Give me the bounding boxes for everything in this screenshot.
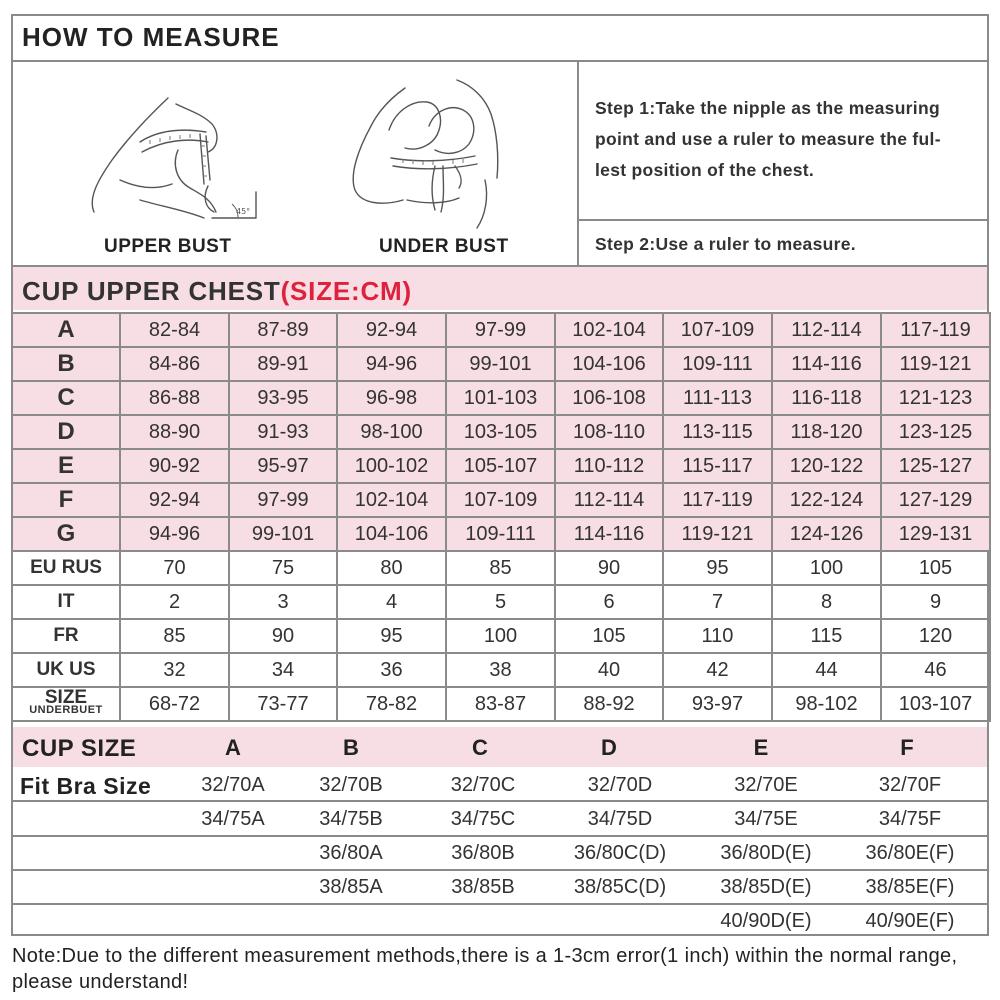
divider	[11, 903, 989, 905]
table-row	[12, 415, 990, 449]
table-cell: 129-131	[881, 517, 990, 551]
table-row	[12, 313, 990, 347]
table-cell: 85	[446, 551, 555, 585]
table-cell: 117-119	[663, 483, 772, 517]
table-cell: 73-77	[229, 687, 337, 721]
angle-label: 45°	[236, 207, 251, 216]
table-cell: 46	[881, 653, 990, 687]
under-bust-label: UNDER BUST	[379, 236, 509, 257]
table-cell: 90	[555, 551, 663, 585]
cup-letter: D	[601, 735, 617, 760]
table-cell: 114-116	[772, 347, 881, 381]
fit-size-cell: 32/70D	[587, 774, 653, 796]
table-cell: 9	[881, 585, 990, 619]
table-cell: 111-113	[663, 381, 772, 415]
row-label: EU RUS	[12, 551, 120, 585]
table-cell: 84-86	[120, 347, 229, 381]
table-row	[12, 483, 990, 517]
fit-size-cell: 32/70B	[319, 774, 383, 796]
row-label: UK US	[12, 653, 120, 687]
table-cell: 100	[772, 551, 881, 585]
fit-size-cell: 38/85B	[451, 876, 515, 898]
cup-letter: B	[343, 735, 359, 760]
row-label: B	[12, 347, 120, 381]
fit-size-cell: 32/70A	[201, 774, 265, 796]
table-cell: 112-114	[772, 313, 881, 347]
table-cell: 119-121	[663, 517, 772, 551]
table-cell: 104-106	[337, 517, 446, 551]
table-cell: 2	[120, 585, 229, 619]
row-label: D	[12, 415, 120, 449]
size-table	[11, 312, 991, 722]
table-cell: 38	[446, 653, 555, 687]
divider	[11, 800, 989, 802]
table-row	[12, 585, 990, 619]
table-cell: 34	[229, 653, 337, 687]
fit-size-cell: 34/75E	[734, 808, 798, 830]
table-cell: 120-122	[772, 449, 881, 483]
table-cell: 87-89	[229, 313, 337, 347]
step2-text: Step 2:Use a ruler to measure.	[595, 234, 856, 254]
table-cell: 93-97	[663, 687, 772, 721]
row-label: IT	[12, 585, 120, 619]
table-cell: 95	[337, 619, 446, 653]
table-cell: 3	[229, 585, 337, 619]
divider	[11, 835, 989, 837]
fit-size-cell: 38/85A	[319, 876, 383, 898]
table-cell: 97-99	[446, 313, 555, 347]
table-cell: 75	[229, 551, 337, 585]
fit-size-cell: 38/85C(D)	[573, 876, 667, 898]
page-title: HOW TO MEASURE	[22, 22, 280, 52]
table-cell: 120	[881, 619, 990, 653]
table-row	[12, 551, 990, 585]
table-cell: 127-129	[881, 483, 990, 517]
table-row	[12, 687, 990, 721]
under-bust-illustration	[335, 70, 535, 230]
table-cell: 82-84	[120, 313, 229, 347]
table-cell: 103-105	[446, 415, 555, 449]
fit-size-cell: 34/75A	[201, 808, 265, 830]
divider	[577, 219, 989, 221]
table-cell: 114-116	[555, 517, 663, 551]
table-cell: 68-72	[120, 687, 229, 721]
cup-letter: F	[900, 735, 914, 760]
fit-size-cell: 40/90E(F)	[865, 910, 955, 932]
table-cell: 4	[337, 585, 446, 619]
table-cell: 102-104	[555, 313, 663, 347]
table-row	[12, 381, 990, 415]
table-row	[12, 619, 990, 653]
table-cell: 113-115	[663, 415, 772, 449]
table-cell: 107-109	[446, 483, 555, 517]
table-cell: 6	[555, 585, 663, 619]
table-cell: 91-93	[229, 415, 337, 449]
fit-size-cell: 38/85D(E)	[720, 876, 812, 898]
table-cell: 108-110	[555, 415, 663, 449]
fit-size-cell: 38/85E(F)	[865, 876, 955, 898]
table-cell: 119-121	[881, 347, 990, 381]
fit-size-cell: 40/90D(E)	[720, 910, 812, 932]
table-cell: 110-112	[555, 449, 663, 483]
table-cell: 105	[555, 619, 663, 653]
table-cell: 94-96	[120, 517, 229, 551]
table-cell: 89-91	[229, 347, 337, 381]
fit-size-cell: 34/75D	[587, 808, 653, 830]
table-cell: 90-92	[120, 449, 229, 483]
fit-bra-size-label: Fit Bra Size	[20, 773, 152, 799]
divider	[11, 60, 989, 62]
row-label: FR	[12, 619, 120, 653]
table-cell: 123-125	[881, 415, 990, 449]
table-cell: 88-92	[555, 687, 663, 721]
fit-size-cell: 34/75B	[319, 808, 383, 830]
upper-bust-illustration	[80, 80, 280, 230]
table-cell: 93-95	[229, 381, 337, 415]
table-cell: 92-94	[337, 313, 446, 347]
cup-letter: A	[225, 735, 241, 760]
table-cell: 97-99	[229, 483, 337, 517]
upper-bust-label: UPPER BUST	[104, 236, 232, 257]
table-row	[12, 449, 990, 483]
cup-upper-chest-heading: CUP UPPER CHEST(SIZE:CM)	[22, 276, 412, 306]
fit-size-cell: 36/80C(D)	[573, 842, 667, 864]
table-row	[12, 517, 990, 551]
table-cell: 101-103	[446, 381, 555, 415]
cup-letter: E	[753, 735, 769, 760]
fit-size-cell: 32/70F	[878, 774, 942, 796]
table-cell: 112-114	[555, 483, 663, 517]
table-cell: 106-108	[555, 381, 663, 415]
footnote: Note:Due to the different measurement methods,there is a 1-3cm error(1 inch) within the normal range, please understand!	[12, 945, 958, 993]
fit-size-cell: 36/80E(F)	[865, 842, 955, 864]
divider	[577, 60, 579, 266]
table-cell: 125-127	[881, 449, 990, 483]
table-cell: 70	[120, 551, 229, 585]
table-cell: 36	[337, 653, 446, 687]
table-cell: 5	[446, 585, 555, 619]
table-cell: 115-117	[663, 449, 772, 483]
table-cell: 116-118	[772, 381, 881, 415]
fit-size-cell: 36/80D(E)	[720, 842, 812, 864]
table-cell: 7	[663, 585, 772, 619]
table-cell: 85	[120, 619, 229, 653]
table-cell: 117-119	[881, 313, 990, 347]
step1-text: Step 1:Take the nipple as the measuring point and use a ruler to measure the ful- lest position of the chest.	[595, 98, 941, 180]
cup-size-band	[13, 727, 987, 767]
row-label: C	[12, 381, 120, 415]
table-row	[12, 653, 990, 687]
table-cell: 80	[337, 551, 446, 585]
fit-size-cell: 34/75C	[450, 808, 516, 830]
table-cell: 40	[555, 653, 663, 687]
table-cell: 8	[772, 585, 881, 619]
table-cell: 95	[663, 551, 772, 585]
table-cell: 110	[663, 619, 772, 653]
fit-size-cell: 32/70C	[450, 774, 516, 796]
row-label: E	[12, 449, 120, 483]
table-cell: 88-90	[120, 415, 229, 449]
table-cell: 90	[229, 619, 337, 653]
row-label: G	[12, 517, 120, 551]
table-cell: 100-102	[337, 449, 446, 483]
divider	[11, 869, 989, 871]
table-cell: 115	[772, 619, 881, 653]
table-cell: 118-120	[772, 415, 881, 449]
row-label: F	[12, 483, 120, 517]
table-cell: 32	[120, 653, 229, 687]
table-cell: 98-102	[772, 687, 881, 721]
table-cell: 96-98	[337, 381, 446, 415]
table-cell: 78-82	[337, 687, 446, 721]
fit-size-cell: 34/75F	[878, 808, 942, 830]
table-cell: 105	[881, 551, 990, 585]
table-cell: 83-87	[446, 687, 555, 721]
table-cell: 95-97	[229, 449, 337, 483]
table-cell: 99-101	[229, 517, 337, 551]
table-cell: 122-124	[772, 483, 881, 517]
table-cell: 86-88	[120, 381, 229, 415]
table-cell: 94-96	[337, 347, 446, 381]
row-label: SIZE UNDERBUET	[12, 687, 120, 721]
table-cell: 99-101	[446, 347, 555, 381]
table-cell: 121-123	[881, 381, 990, 415]
table-cell: 102-104	[337, 483, 446, 517]
cup-letter: C	[472, 735, 488, 760]
table-cell: 44	[772, 653, 881, 687]
table-cell: 92-94	[120, 483, 229, 517]
table-cell: 124-126	[772, 517, 881, 551]
table-cell: 42	[663, 653, 772, 687]
table-cell: 109-111	[663, 347, 772, 381]
fit-size-cell: 36/80A	[319, 842, 383, 864]
fit-size-cell: 36/80B	[451, 842, 515, 864]
table-cell: 100	[446, 619, 555, 653]
table-cell: 105-107	[446, 449, 555, 483]
table-cell: 103-107	[881, 687, 990, 721]
cup-size-label: CUP SIZE	[22, 735, 137, 762]
table-cell: 98-100	[337, 415, 446, 449]
table-cell: 107-109	[663, 313, 772, 347]
fit-size-cell: 32/70E	[734, 774, 798, 796]
table-cell: 104-106	[555, 347, 663, 381]
table-cell: 109-111	[446, 517, 555, 551]
row-label: A	[12, 313, 120, 347]
table-row	[12, 347, 990, 381]
